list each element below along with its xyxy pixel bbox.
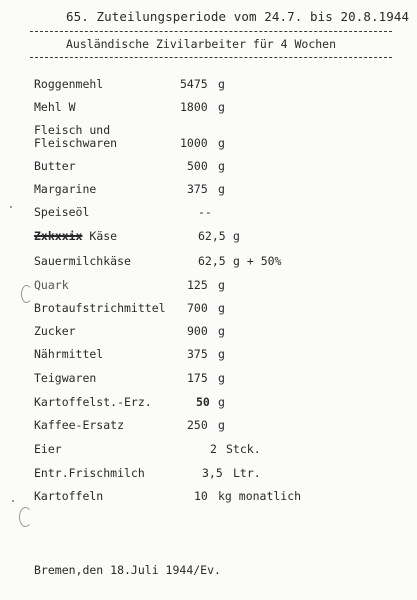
item-name: Zucker bbox=[34, 324, 76, 338]
item-name: Speiseöl bbox=[34, 205, 90, 219]
item-name: Sauermilchkäse bbox=[34, 254, 131, 268]
ration-row bbox=[0, 443, 417, 463]
title-divider bbox=[30, 31, 392, 32]
ration-row bbox=[0, 230, 417, 250]
item-name: Teigwaren bbox=[34, 371, 97, 385]
item-unit: g bbox=[218, 395, 225, 409]
item-name: Eier bbox=[34, 442, 62, 456]
punch-hole-mark bbox=[19, 507, 32, 527]
item-unit: kg monatlich bbox=[218, 489, 302, 503]
item-name: Entr.Frischmilch bbox=[34, 466, 145, 480]
item-unit: g bbox=[218, 77, 225, 91]
item-unit: g bbox=[218, 371, 225, 385]
struck-out-word: Zxkxxix bbox=[34, 229, 83, 243]
item-quantity: 375 bbox=[187, 182, 208, 196]
item-quantity: 375 bbox=[187, 347, 208, 361]
item-quantity: 10 bbox=[194, 489, 208, 503]
place-date-line: Bremen,den 18.Juli 1944/Ev. bbox=[34, 563, 221, 577]
item-name: Kaffee-Ersatz bbox=[34, 418, 125, 432]
item-name: Kartoffelst.-Erz. bbox=[34, 395, 152, 409]
item-unit: g bbox=[233, 229, 240, 243]
document-subtitle: Ausländische Zivilarbeiter für 4 Wochen bbox=[66, 37, 337, 51]
item-unit: Stck. bbox=[226, 442, 261, 456]
ration-row bbox=[0, 302, 417, 322]
ration-row bbox=[0, 124, 417, 154]
item-unit: Ltr. bbox=[233, 466, 261, 480]
item-quantity: 125 bbox=[187, 278, 208, 292]
item-quantity: 62,5 bbox=[198, 254, 226, 268]
item-name: Brotaufstrichmittel bbox=[34, 301, 166, 315]
ration-row bbox=[0, 490, 417, 510]
item-unit: g bbox=[218, 100, 225, 114]
item-name-cell bbox=[34, 230, 117, 243]
ration-row bbox=[0, 325, 417, 345]
item-unit: g bbox=[218, 418, 225, 432]
ration-row bbox=[0, 348, 417, 368]
item-quantity: 50 bbox=[196, 395, 210, 409]
item-name: Butter bbox=[34, 159, 76, 173]
item-quantity: 62,5 bbox=[198, 229, 226, 243]
ration-row bbox=[0, 101, 417, 121]
item-unit: g bbox=[218, 324, 225, 338]
item-unit: g bbox=[218, 159, 225, 173]
ration-row bbox=[0, 78, 417, 98]
ration-row bbox=[0, 160, 417, 180]
item-name: Nährmittel bbox=[34, 347, 104, 361]
item-quantity: 2 bbox=[210, 442, 217, 456]
item-name: Kartoffeln bbox=[34, 489, 104, 503]
paper-speck bbox=[12, 500, 14, 502]
ration-row bbox=[0, 255, 417, 275]
ration-row bbox=[0, 419, 417, 439]
item-unit: g bbox=[218, 278, 225, 292]
ration-row bbox=[0, 396, 417, 416]
item-unit: g bbox=[218, 182, 225, 196]
ration-row bbox=[0, 279, 417, 299]
item-name: Fleisch und Fleischwaren bbox=[34, 123, 118, 150]
item-quantity: 3,5 bbox=[202, 466, 223, 480]
paper-speck bbox=[10, 206, 12, 208]
item-name: Mehl W bbox=[34, 100, 76, 114]
ration-row bbox=[0, 183, 417, 203]
item-quantity: 5475 bbox=[180, 77, 208, 91]
item-quantity: 500 bbox=[187, 159, 208, 173]
item-name: Quark bbox=[34, 278, 69, 292]
item-unit: g bbox=[218, 347, 225, 361]
document-title: 65. Zuteilungsperiode vom 24.7. bis 20.8.1944 bbox=[66, 9, 410, 24]
ration-row bbox=[0, 467, 417, 487]
item-unit: g bbox=[218, 136, 225, 150]
item-quantity: 1800 bbox=[180, 100, 208, 114]
item-unit: g bbox=[218, 301, 225, 315]
item-quantity: 175 bbox=[187, 371, 208, 385]
item-name: Margarine bbox=[34, 182, 97, 196]
ration-row bbox=[0, 206, 417, 226]
item-quantity: -- bbox=[198, 205, 212, 219]
ration-row bbox=[0, 372, 417, 392]
item-name: Käse bbox=[89, 229, 118, 243]
item-quantity: 1000 bbox=[180, 136, 208, 150]
item-quantity: 250 bbox=[187, 418, 208, 432]
item-quantity: 900 bbox=[187, 324, 208, 338]
punch-hole-mark bbox=[21, 285, 32, 303]
item-name: Roggenmehl bbox=[34, 77, 104, 91]
item-unit: g + 50% bbox=[233, 254, 282, 268]
item-quantity: 700 bbox=[187, 301, 208, 315]
subtitle-divider bbox=[30, 57, 392, 58]
